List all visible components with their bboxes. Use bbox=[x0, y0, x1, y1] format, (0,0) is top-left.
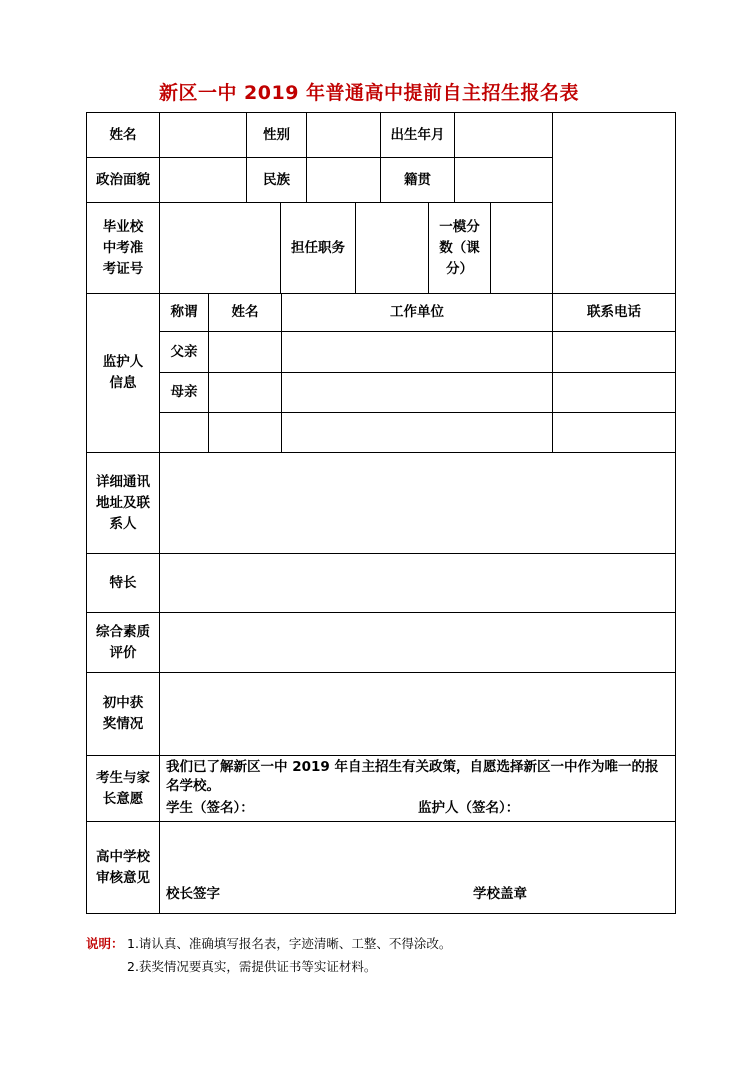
specialty-label: 特长 bbox=[109, 574, 137, 591]
birth-date-label: 出生年月 bbox=[390, 126, 445, 143]
political-status-field[interactable] bbox=[160, 158, 246, 202]
school-exam-id-field[interactable] bbox=[160, 203, 280, 293]
border-bottom bbox=[86, 913, 676, 914]
intent-label: 考生与家 长意愿 bbox=[96, 769, 150, 807]
guardian-signature-label: 监护人（签名）： bbox=[418, 799, 520, 816]
name-label: 姓名 bbox=[109, 126, 137, 143]
border-right bbox=[675, 112, 676, 914]
guardian-relation-header: 称谓 bbox=[170, 304, 198, 320]
mock-score-label: 一模分 数（课 分） bbox=[439, 218, 480, 277]
guardian-employer-field[interactable] bbox=[282, 373, 552, 412]
awards-field[interactable] bbox=[160, 673, 675, 755]
address-field[interactable] bbox=[160, 453, 675, 553]
mock-score-field[interactable] bbox=[491, 203, 552, 293]
ethnicity-label: 民族 bbox=[263, 171, 290, 188]
guardian-section-label: 监护人 信息 bbox=[102, 354, 144, 391]
political-status-label: 政治面貌 bbox=[96, 171, 150, 188]
name-field[interactable] bbox=[160, 113, 246, 157]
hline bbox=[86, 821, 676, 822]
school-seal-label: 学校盖章 bbox=[473, 885, 527, 902]
guardian-employer-field[interactable] bbox=[282, 332, 552, 372]
intent-statement: 我们已了解新区一中 2019 年自主招生有关政策，自愿选择新区一中作为唯一的报名学校。 bbox=[166, 759, 659, 794]
guardian-relation-father: 父亲 bbox=[170, 343, 198, 360]
guardian-name-field[interactable] bbox=[209, 332, 281, 372]
position-field[interactable] bbox=[356, 203, 428, 293]
position-label: 担任职务 bbox=[291, 239, 345, 256]
guardian-name-header: 姓名 bbox=[231, 304, 259, 320]
review-label: 高中学校 审核意见 bbox=[96, 848, 150, 886]
school-exam-id-label: 毕业校 中考准 考证号 bbox=[102, 218, 144, 277]
evaluation-label: 综合素质 评价 bbox=[96, 623, 150, 661]
gender-field[interactable] bbox=[307, 113, 380, 157]
evaluation-field[interactable] bbox=[160, 613, 675, 672]
guardian-phone-field[interactable] bbox=[553, 413, 675, 452]
hline bbox=[86, 755, 676, 756]
gender-label: 性别 bbox=[263, 126, 290, 143]
vline bbox=[159, 821, 160, 913]
specialty-field[interactable] bbox=[160, 554, 675, 612]
native-place-field[interactable] bbox=[455, 158, 552, 202]
birth-date-field[interactable] bbox=[455, 113, 552, 157]
ethnicity-field[interactable] bbox=[307, 158, 380, 202]
note-item: 2.获奖情况要真实，需提供证书等实证材料。 bbox=[127, 959, 377, 974]
guardian-employer-field[interactable] bbox=[282, 413, 552, 452]
photo-box[interactable] bbox=[553, 113, 675, 293]
guardian-phone-header: 联系电话 bbox=[587, 304, 641, 320]
address-label: 详细通讯 地址及联 系人 bbox=[96, 473, 150, 532]
guardian-name-field[interactable] bbox=[209, 373, 281, 412]
note-item: 1.请认真、准确填写报名表，字迹清晰、工整、不得涂改。 bbox=[127, 936, 452, 951]
guardian-employer-header: 工作单位 bbox=[390, 304, 444, 320]
form-title: 新区一中 2019 年普通高中提前自主招生报名表 bbox=[158, 82, 580, 104]
notes-heading: 说明： bbox=[86, 936, 124, 951]
native-place-label: 籍贯 bbox=[404, 171, 431, 188]
student-signature-label: 学生（签名）： bbox=[166, 799, 254, 816]
guardian-name-field[interactable] bbox=[209, 413, 281, 452]
awards-label: 初中获 奖情况 bbox=[102, 695, 144, 732]
principal-signature-label: 校长签字 bbox=[166, 885, 220, 902]
guardian-relation-other[interactable] bbox=[160, 413, 208, 452]
guardian-phone-field[interactable] bbox=[553, 373, 675, 412]
guardian-relation-mother: 母亲 bbox=[170, 384, 198, 400]
guardian-phone-field[interactable] bbox=[553, 332, 675, 372]
